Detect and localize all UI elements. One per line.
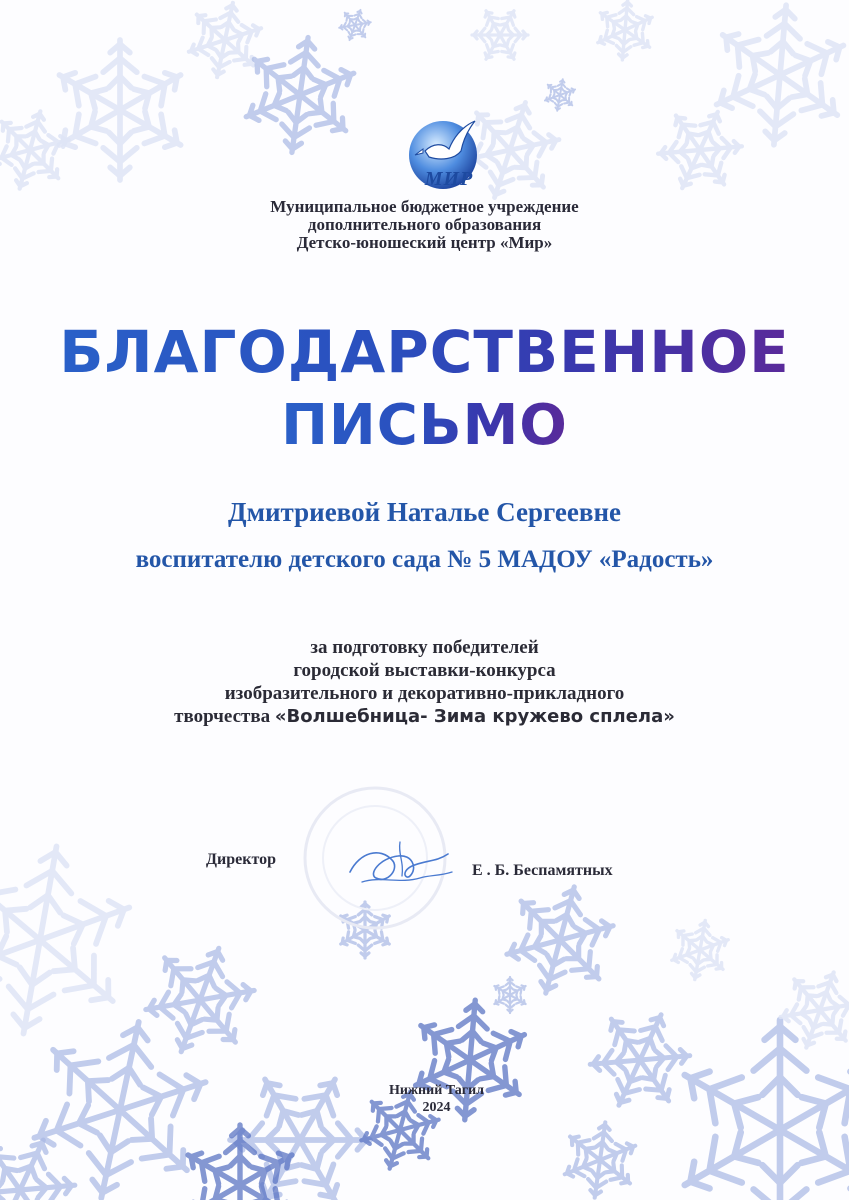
reason-line [0,705,849,728]
snowflake-icon [462,0,538,73]
snowflake-icon [0,1117,92,1200]
director-name: Е . Б. Беспамятных [472,862,613,879]
director-signature [340,832,460,902]
snowflake-icon [542,77,579,114]
organization-name [0,198,849,252]
snowflake-icon [666,915,735,984]
snowflake-icon [705,0,849,151]
document-title [0,318,849,386]
reason-prefix: творчества [174,706,275,727]
year: 2024 [422,1100,451,1115]
snowflake-icon [205,1045,395,1200]
award-reason [0,636,849,728]
snowflake-icon [181,1125,299,1200]
snowflake-icon [492,977,527,1013]
organization-line: Детско-юношеский центр «Мир» [296,233,553,252]
organization-line: Муниципальное бюджетное учреждение [270,197,579,216]
organization-line: дополнительного образования [307,215,542,234]
snowflake-icon [493,873,626,1007]
snowflake-icon [593,0,657,62]
snowflake-icon [0,830,149,1050]
snowflake-icon [645,94,756,205]
director-label: Директор [206,851,276,868]
snowflake-icon [0,101,78,199]
reason-line: городской выставки-конкурса [293,660,556,681]
contest-title: «Волшебница- Зима кружево сплела» [274,706,675,727]
snowflake-icon [130,930,270,1070]
city: Нижний Тагил [388,1083,485,1098]
reason-line: изобразительного и декоративно-прикладного [224,683,625,704]
document-title-line: ПИСЬМО [281,393,568,458]
recipient-position: воспитателю детского сада № 5 МАДОУ «Радость» [135,546,714,573]
snowflake-icon [51,40,189,180]
snowflake-icon [235,30,364,161]
snowflake-icon [558,1117,643,1200]
snowflake-icon [335,5,376,46]
recipient-name: Дмитриевой Наталье Сергеевне [228,497,621,527]
document-title [0,393,849,459]
document-title-line: БЛАГОДАРСТВЕННОЕ [59,318,790,386]
reason-line: за подготовку победителей [310,637,539,658]
logo-caption: МИР [424,168,474,190]
